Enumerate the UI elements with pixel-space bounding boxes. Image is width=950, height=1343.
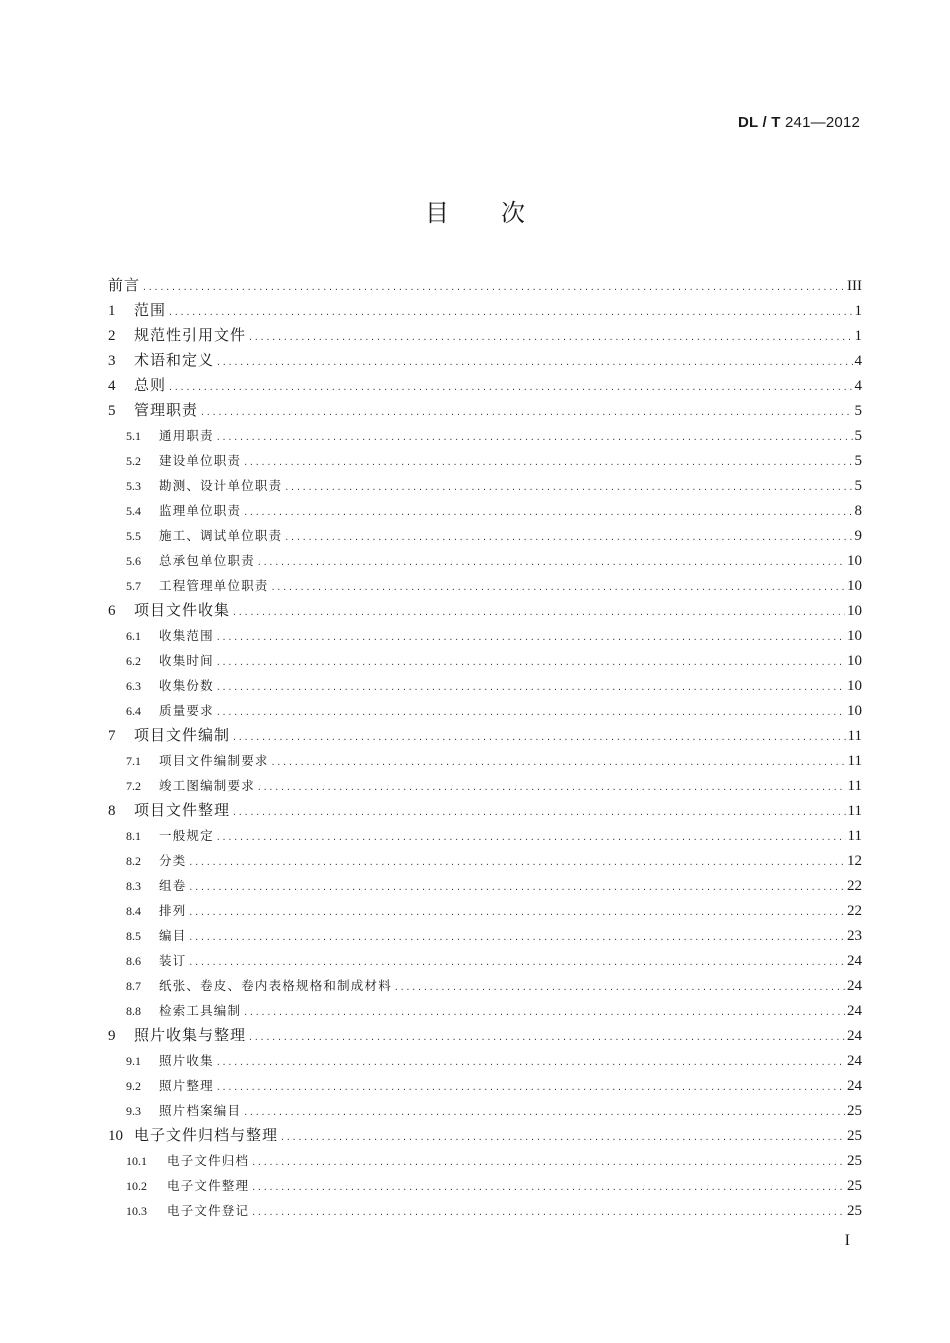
toc-entry[interactable]: [108, 1198, 862, 1223]
toc-entry-page: 24: [847, 1078, 862, 1094]
toc-entry-number: 4: [108, 378, 116, 394]
toc-entry-label: 项目文件收集: [134, 601, 231, 619]
toc-entry-number: 10.3: [126, 1204, 147, 1218]
toc-entry-number: 8.3: [126, 879, 141, 893]
dot-leader: [271, 750, 846, 775]
toc-entry-label: 纸张、卷皮、卷内表格规格和制成材料: [159, 978, 392, 993]
toc-entry-number: 5: [108, 403, 116, 419]
toc-entry-number: 8.8: [126, 1004, 141, 1018]
toc-entry-number: 8.1: [126, 829, 141, 843]
dot-leader: [216, 675, 845, 700]
dot-leader: [394, 975, 845, 1000]
toc-entry-number: 5.1: [126, 429, 141, 443]
toc-entry-page: 9: [854, 528, 862, 544]
toc-entry-label: 建设单位职责: [159, 453, 242, 468]
toc-entry-number: 8.4: [126, 904, 141, 918]
dot-leader: [188, 925, 845, 950]
dot-leader: [232, 600, 845, 625]
toc-entry-page: 25: [847, 1153, 862, 1169]
toc-entry-page: 25: [847, 1203, 862, 1219]
toc-entry[interactable]: [108, 1123, 862, 1148]
dot-leader: [251, 1200, 845, 1225]
toc-entry-number: 6.1: [126, 629, 141, 643]
toc-entry[interactable]: [108, 398, 862, 423]
toc-entry-number: 9.2: [126, 1079, 141, 1093]
dot-leader: [142, 275, 845, 300]
dot-leader: [188, 875, 845, 900]
toc-entry[interactable]: [108, 1048, 862, 1073]
toc-entry-page: 24: [847, 1028, 862, 1044]
dot-leader: [271, 575, 845, 600]
toc-entry-page: 5: [854, 453, 862, 469]
toc-entry-label: 项目文件整理: [134, 801, 231, 819]
toc-entry-label: 总承包单位职责: [159, 553, 255, 568]
toc-entry-label: 项目文件编制: [134, 726, 231, 744]
dot-leader: [251, 1150, 845, 1175]
dot-leader: [251, 1175, 845, 1200]
toc-entry[interactable]: [108, 273, 862, 298]
toc-entry-page: 8: [854, 503, 862, 519]
toc-entry-label: 编目: [159, 928, 187, 943]
toc-entry-number: 1: [108, 303, 116, 319]
dot-leader: [216, 825, 846, 850]
dot-leader: [216, 700, 845, 725]
toc-entry-page: 10: [847, 603, 862, 619]
toc-entry[interactable]: [108, 1098, 862, 1123]
dot-leader: [243, 450, 852, 475]
toc-entry-page: 24: [847, 1053, 862, 1069]
table-of-contents: [108, 273, 862, 1223]
toc-entry-page: 10: [847, 628, 862, 644]
toc-entry-label: 照片整理: [159, 1078, 214, 1093]
dot-leader: [200, 400, 852, 425]
toc-entry-label: 竣工图编制要求: [159, 778, 255, 793]
toc-entry-label: 通用职责: [159, 428, 214, 443]
dot-leader: [243, 1000, 845, 1025]
standard-code-prefix: DL / T: [738, 114, 781, 131]
dot-leader: [248, 1025, 845, 1050]
toc-entry[interactable]: [108, 1148, 862, 1173]
toc-entry-number: 10.2: [126, 1179, 147, 1193]
toc-entry[interactable]: [108, 898, 862, 923]
toc-entry-number: 6: [108, 603, 116, 619]
dot-leader: [216, 1075, 845, 1100]
toc-entry-label: 排列: [159, 903, 187, 918]
toc-entry[interactable]: [108, 573, 862, 598]
toc-entry-label: 电子文件整理: [167, 1178, 250, 1193]
toc-entry[interactable]: [108, 448, 862, 473]
toc-entry-label: 规范性引用文件: [134, 326, 247, 344]
toc-entry-label: 工程管理单位职责: [159, 578, 269, 593]
toc-entry[interactable]: [108, 548, 862, 573]
toc-entry-page: 22: [847, 878, 862, 894]
toc-entry-page: 5: [854, 428, 862, 444]
toc-entry[interactable]: [108, 623, 862, 648]
toc-entry-page: 1: [854, 303, 862, 319]
toc-entry-number: 5.2: [126, 454, 141, 468]
toc-entry-number: 10: [108, 1128, 123, 1144]
dot-leader: [280, 1125, 845, 1150]
toc-entry-page: 11: [847, 828, 862, 844]
toc-entry-label: 范围: [134, 301, 167, 319]
toc-entry[interactable]: [108, 748, 862, 773]
toc-entry-number: 6.4: [126, 704, 141, 718]
toc-entry-number: 5.7: [126, 579, 141, 593]
toc-entry-label: 组卷: [159, 878, 187, 893]
toc-entry-label: 项目文件编制要求: [159, 753, 269, 768]
toc-entry-label: 电子文件归档与整理: [134, 1126, 279, 1144]
dot-leader: [216, 625, 845, 650]
toc-entry-label: 管理职责: [134, 401, 199, 419]
toc-entry[interactable]: [108, 798, 862, 823]
dot-leader: [216, 1050, 845, 1075]
toc-entry-label: 一般规定: [159, 828, 214, 843]
toc-entry-number: 7.2: [126, 779, 141, 793]
toc-entry-number: 6.3: [126, 679, 141, 693]
toc-entry-label: 勘测、设计单位职责: [159, 478, 283, 493]
toc-entry-number: 9: [108, 1028, 116, 1044]
toc-entry-label: 照片收集与整理: [134, 1026, 247, 1044]
toc-entry[interactable]: [108, 673, 862, 698]
toc-entry-label: 质量要求: [159, 703, 214, 718]
toc-entry-label: 照片收集: [159, 1053, 214, 1068]
toc-entry[interactable]: [108, 323, 862, 348]
toc-entry-label: 照片档案编目: [159, 1103, 242, 1118]
toc-entry-number: 9.1: [126, 1054, 141, 1068]
toc-entry[interactable]: [108, 998, 862, 1023]
dot-leader: [216, 350, 852, 375]
toc-entry-page: 25: [847, 1103, 862, 1119]
dot-leader: [232, 800, 846, 825]
toc-entry[interactable]: [108, 823, 862, 848]
dot-leader: [216, 650, 845, 675]
dot-leader: [188, 900, 845, 925]
dot-leader: [232, 725, 846, 750]
title-char-1: 目: [425, 199, 449, 227]
toc-entry-label: 装订: [159, 953, 187, 968]
toc-entry-label: 总则: [134, 376, 167, 394]
toc-entry-page: 5: [854, 478, 862, 494]
toc-entry-page: 11: [847, 778, 862, 794]
toc-entry[interactable]: [108, 298, 862, 323]
toc-entry-page: 24: [847, 1003, 862, 1019]
dot-leader: [188, 950, 845, 975]
toc-entry-number: 7: [108, 728, 116, 744]
toc-entry-label: 电子文件归档: [167, 1153, 250, 1168]
toc-entry-number: 5.4: [126, 504, 141, 518]
toc-entry[interactable]: [108, 523, 862, 548]
dot-leader: [188, 850, 845, 875]
toc-entry-number: 8.5: [126, 929, 141, 943]
toc-entry-page: 25: [847, 1128, 862, 1144]
toc-entry-number: 5.6: [126, 554, 141, 568]
toc-entry[interactable]: [108, 373, 862, 398]
toc-entry-label: 收集范围: [159, 628, 214, 643]
toc-entry-page: 5: [854, 403, 862, 419]
toc-entry-number: 3: [108, 353, 116, 369]
toc-entry-label: 分类: [159, 853, 187, 868]
toc-entry[interactable]: [108, 498, 862, 523]
dot-leader: [243, 500, 852, 525]
toc-entry-number: 6.2: [126, 654, 141, 668]
toc-entry[interactable]: [108, 348, 862, 373]
toc-entry[interactable]: [108, 473, 862, 498]
toc-entry-number: 8.6: [126, 954, 141, 968]
dot-leader: [243, 1100, 845, 1125]
toc-entry-page: 4: [854, 378, 862, 394]
toc-entry-label: 术语和定义: [134, 351, 215, 369]
title-char-2: 次: [501, 199, 525, 227]
dot-leader: [284, 475, 852, 500]
dot-leader: [216, 425, 853, 450]
dot-leader: [257, 550, 845, 575]
toc-entry[interactable]: [108, 973, 862, 998]
toc-entry[interactable]: [108, 723, 862, 748]
toc-entry[interactable]: [108, 923, 862, 948]
toc-entry-page: 22: [847, 903, 862, 919]
toc-entry-page: 10: [847, 653, 862, 669]
toc-entry-page: 11: [847, 803, 862, 819]
toc-entry-number: 7.1: [126, 754, 141, 768]
toc-entry-page: III: [847, 278, 862, 294]
toc-entry[interactable]: [108, 848, 862, 873]
toc-entry-page: 24: [847, 953, 862, 969]
toc-entry[interactable]: [108, 648, 862, 673]
toc-entry-page: 4: [854, 353, 862, 369]
toc-entry-page: 24: [847, 978, 862, 994]
toc-entry[interactable]: [108, 1173, 862, 1198]
page-title: [0, 193, 950, 228]
toc-entry-number: 8.7: [126, 979, 141, 993]
toc-entry-label: 收集份数: [159, 678, 214, 693]
standard-code-number: 241: [784, 114, 811, 131]
toc-entry-number: 10.1: [126, 1154, 147, 1168]
toc-entry-page: 10: [847, 553, 862, 569]
standard-code: [738, 114, 860, 131]
toc-entry[interactable]: [108, 773, 862, 798]
toc-entry-number: 9.3: [126, 1104, 141, 1118]
toc-entry-number: 5.5: [126, 529, 141, 543]
toc-entry-label: 电子文件登记: [167, 1203, 250, 1218]
toc-entry-label: 监理单位职责: [159, 503, 242, 518]
toc-entry-label: 检索工具编制: [159, 1003, 242, 1018]
dot-leader: [248, 325, 852, 350]
toc-entry-page: 12: [847, 853, 862, 869]
toc-entry-page: 11: [847, 728, 862, 744]
dot-leader: [257, 775, 846, 800]
toc-entry-page: 1: [854, 328, 862, 344]
toc-entry[interactable]: [108, 1073, 862, 1098]
standard-code-year: —2012: [810, 114, 860, 131]
toc-entry[interactable]: [108, 1023, 862, 1048]
toc-entry-number: 8.2: [126, 854, 141, 868]
toc-entry[interactable]: [108, 423, 862, 448]
toc-entry[interactable]: [108, 598, 862, 623]
toc-entry-number: 8: [108, 803, 116, 819]
toc-entry-label: 前言: [108, 276, 141, 294]
toc-entry-page: 10: [847, 578, 862, 594]
toc-entry-page: 23: [847, 928, 862, 944]
toc-entry-page: 10: [847, 678, 862, 694]
toc-entry-page: 25: [847, 1178, 862, 1194]
toc-entry-page: 10: [847, 703, 862, 719]
toc-entry-label: 施工、调试单位职责: [159, 528, 283, 543]
toc-entry-page: 11: [847, 753, 862, 769]
page-number: I: [844, 1232, 850, 1249]
dot-leader: [168, 300, 852, 325]
toc-entry[interactable]: [108, 948, 862, 973]
dot-leader: [284, 525, 852, 550]
toc-entry-number: 2: [108, 328, 116, 344]
dot-leader: [168, 375, 852, 400]
toc-entry[interactable]: [108, 873, 862, 898]
toc-entry-label: 收集时间: [159, 653, 214, 668]
toc-entry[interactable]: [108, 698, 862, 723]
toc-entry-number: 5.3: [126, 479, 141, 493]
